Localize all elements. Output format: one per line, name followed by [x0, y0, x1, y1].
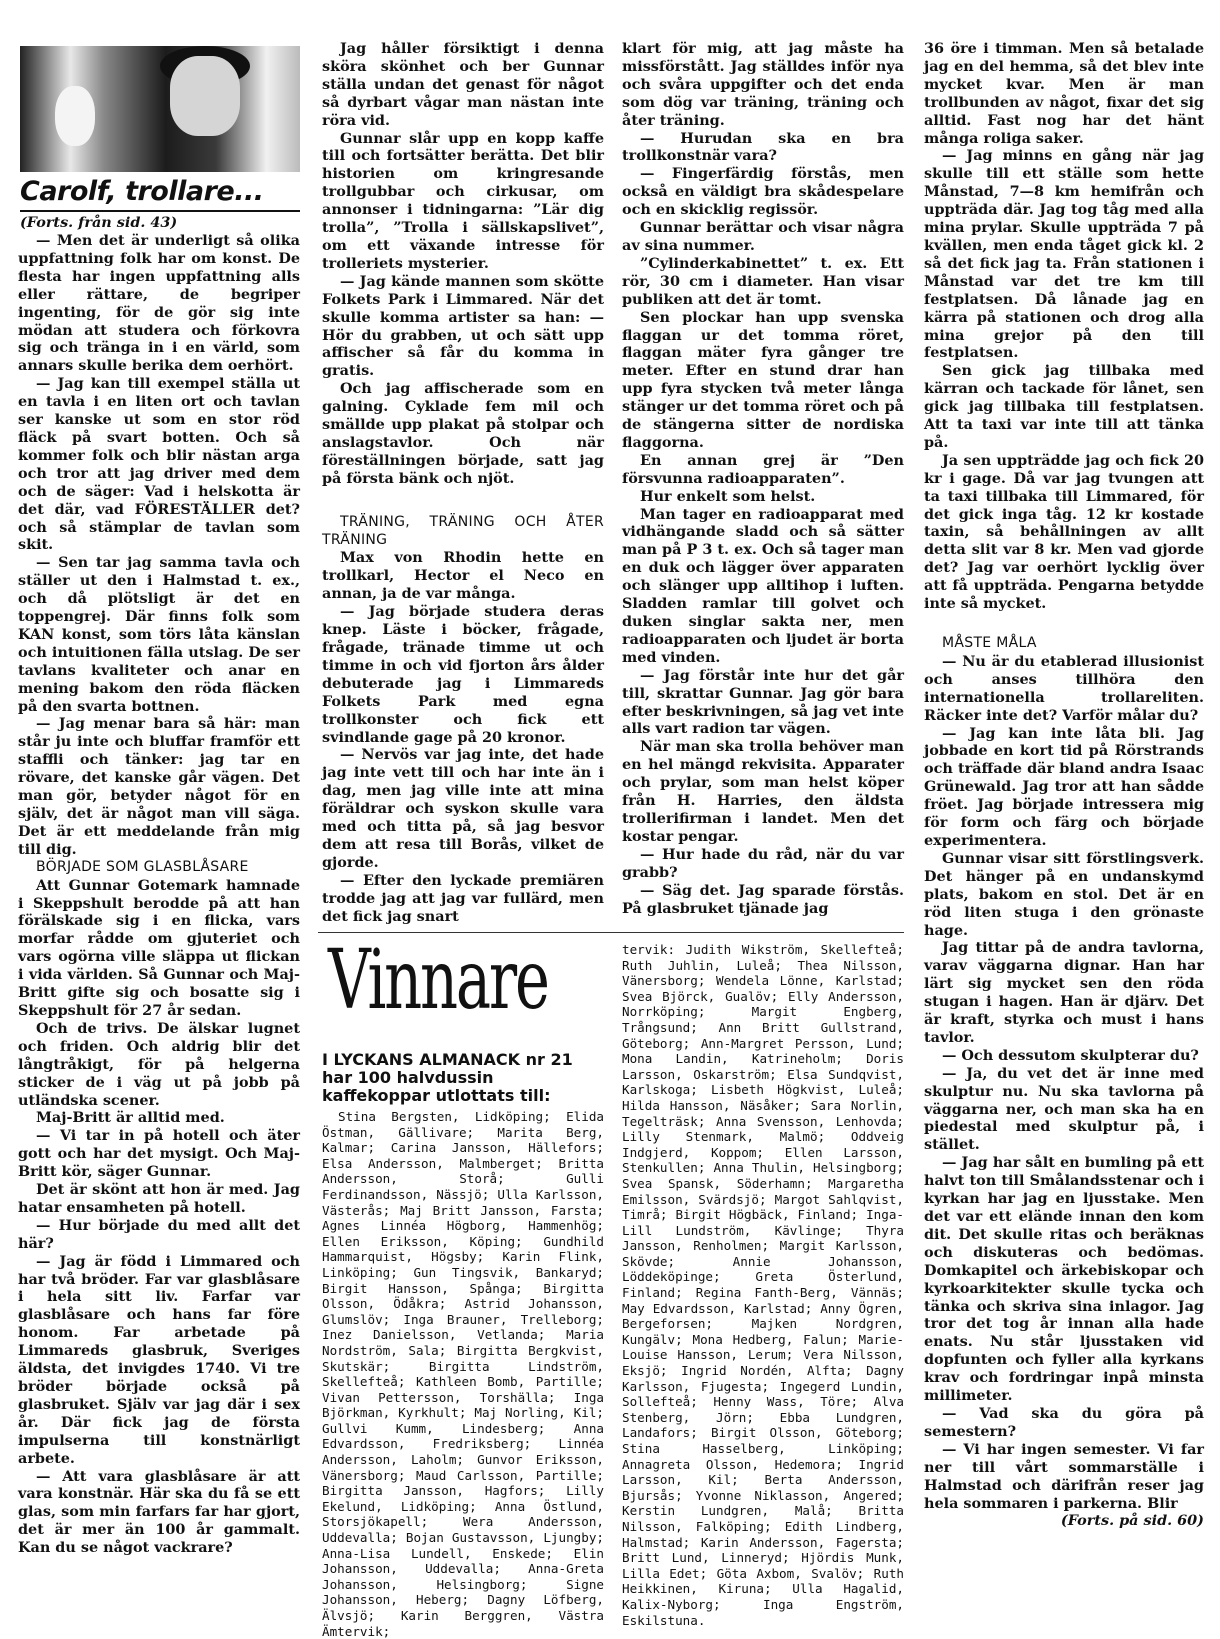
- paragraph: — Jag menar bara så här: man står ju inte och bluffar framför ett staffli och tänker: jag tar en rövare, det kanske går vägen. Det man gör, betyder något för en själv, det är något man vill säga. Det är ett meddelande från mig till dig.: [18, 715, 300, 858]
- paragraph: — Nu är du etablerad illusionist och anses tillhöra den internationella trollareliten. Räcker inte det? Varför målar du?: [924, 652, 1204, 724]
- paragraph: Gunnar slår upp en kopp kaffe till och fortsätter berätta. Det blir historien om kringresande trollgubbar och cirkusar, om annonser i tidningarna: ”Lär dig trolla”, ”Trolla i sällskapslivet”, om ett växande intresse för trolleriets mysterier.: [322, 129, 604, 272]
- winners-title: Vinnare: [328, 933, 548, 1028]
- paragraph: — Sen tar jag samma tavla och ställer ut den i Halmstad t. ex., och då plötsligt är det en toppengrej. Där finns folk som KAN konst, som törs låta känslan och intuitionen fälla utslag. De ser tavlans kvaliteter och anar en mening bakom den röda fläcken på den svarta bottnen.: [18, 554, 300, 715]
- paragraph: Jag håller försiktigt i denna sköra skönhet och ber Gunnar ställa undan det genast för något så dyrbart vågar man nästan inte röra vid.: [322, 40, 604, 129]
- paragraph: — Jag förstår inte hur det går till, skrattar Gunnar. Jag gör bara efter beskrivningen, så jag vet inte alls vart radion tar vägen.: [622, 666, 904, 738]
- article-column-4: [924, 40, 1204, 1530]
- winners-list-text: Stina Bergsten, Lidköping; Elida Östman, Gällivare; Marita Berg, Kalmar; Carina Jansson, Hällefors; Elsa Andersson, Malmberget; Britta Andersson, Storå; Gulli Ferdinandsson, Nässjö; Ulla Karlsson, Västerås; Maj Britt Jansson, Farsta; Agnes Linnéa Högborg, Hammenhög; Ellen Eriksson, Köping; Gundhild Hammarquist, Högsby; Karin Flink, Linköping; Gun Tingsvik, Bankaryd; Birgit Hansson, Spånga; Birgitta Olsson, Ödåkra; Astrid Johansson, Glumslöv; Inga Brauner, Trelleborg; Inez Danielsson, Vetlanda; Maria Nordström, Sala; Birgitta Bergkvist, Skutskär; Birgitta Lindström, Skellefteå; Kathleen Bomb, Partille; Vivan Pettersson, Torshälla; Inga Björkman, Kyrkhult; Maj Norling, Kil; Gullvi Kumm, Lindesberg; Anna Edvardsson, Fredriksberg; Linnéa Andersson, Laholm; Gunvor Eriksson, Vänersborg; Maud Carlsson, Partille; Birgitta Jansson, Hagfors; Lilly Ekelund, Lidköping; Anna Östlund, Storsjökapell; Wera Andersson, Uddevalla; Bojan Gustavsson, Ljungby; Anna-Lisa Lundell, Enskede; Elin Johansson, Uddevalla; Anna-Greta Johansson, Helsingborg; Signe Johansson, Heberg; Dagny Löfberg, Älvsjö; Karin Berggren, Västra Ämtervik;: [322, 1109, 604, 1639]
- paragraph: Maj-Britt är alltid med.: [36, 1109, 225, 1127]
- paragraph: — Fingerfärdig förstås, men också en väldigt bra skådespelare och en skicklig regissör.: [622, 165, 904, 219]
- paragraph: När man ska trolla behöver man en hel mängd rekvisita. Apparater och prylar, som man helst köper från H. Harries, den äldsta trollerifirman i landet. Men det kostar pengar.: [622, 738, 904, 845]
- paragraph: Och jag affischerade som en galning. Cyklade fem mil och smällde upp plakat på stolpar och anslagstavlor. Och när föreställningen började, satt jag på första bänk och njöt.: [322, 380, 604, 487]
- paragraph: Jag tittar på de andra tavlorna, varav väggarna dignar. Han har lärt sig mycket sen den röda stugan i hagen. Han är djärv. Det är kraft, styrka och must i hans tavlor.: [924, 939, 1204, 1046]
- paragraph: 36 öre i timman. Men så betalade jag en del hemma, så det blev inte mycket kvar. Men är man trollbunden av något, fixar det sig alltid. Fast nog har det hänt många roliga saker.: [924, 40, 1204, 147]
- winners-list-part-2: [622, 942, 904, 1628]
- photo-face-shape: [170, 56, 240, 136]
- article-photo: [20, 46, 300, 172]
- paragraph: — Jag kan inte låta bli. Jag jobbade en kort tid på Rörstrands och träffade där bland andra Isaac Grünewald. Jag tror att han sådde fröet. Jag började intressera mig för form och färg och började experimentera.: [924, 724, 1204, 849]
- paragraph: — Hur hade du råd, när du var grabb?: [622, 845, 904, 881]
- continued-from-note: (Forts. från sid. 43): [20, 214, 178, 231]
- paragraph: Ja sen uppträdde jag och fick 20 kr i gage. Då var jag tvungen att ta taxi tillbaka till Limmared, för det gick inga tåg. 12 kr kostade taxin, så behållningen av allt detta slit var 8 kr. Men vad gjorde det? Jag var oerhört lycklig över att få uppträda. Pengarna betydde inte så mycket.: [924, 451, 1204, 613]
- paragraph: — Vi tar in på hotell och äter gott och har det mysigt. Och Maj-Britt kör, säger Gunnar.: [18, 1127, 300, 1181]
- paragraph: Hur enkelt som helst.: [640, 487, 816, 505]
- paragraph: Att Gunnar Gotemark hamnade i Skeppshult berodde på att han förälskade sig i en flicka, vars morfar rådde om gjuteriet och vars ogörna ville släppa ut flickan i vida världen. Så Gunnar och Maj-Britt gifte sig och bosatte sig i Skeppshult för 27 år sedan.: [18, 876, 300, 1019]
- paragraph: — Ja, du vet det är inne med skulptur nu. Nu ska tavlorna på väggarna ner, och man ska ha en piedestal med skulptur på, i stället.: [924, 1064, 1204, 1154]
- paragraph: En annan grej är ”Den försvunna radioapparaten”.: [622, 451, 904, 487]
- paragraph: klart för mig, att jag måste ha missförstått. Jag ställdes inför nya och svåra uppgifter och det enda som dög var träning, träning och åter träning.: [622, 40, 904, 129]
- winners-header: I LYCKANS ALMANACK nr 21 har 100 halvdussin kaffekoppar utlottats till:: [322, 1050, 573, 1105]
- photo-hand-shape: [55, 86, 95, 146]
- winners-list-text: tervik: Judith Wikström, Skellefteå; Ruth Juhlin, Luleå; Thea Nilsson, Vänersborg; Wendela Lönne, Karlstad; Svea Björck, Gualöv; Elly Andersson, Norrköping; Margit Engberg, Trångsund; Ann Britt Gullstrand, Göteborg; Ann-Margret Persson, Lund; Mona Landin, Katrineholm; Doris Larsson, Oskarström; Elsa Sundqvist, Karlskoga; Lisbeth Högkvist, Luleå; Hilda Hansson, Näsåker; Sara Norlin, Tegelträsk; Anna Svensson, Lenhovda; Lilly Stenmark, Malmö; Oddveig Indgjerd, Koppom; Ellen Larsson, Stenkullen; Anna Thulin, Helsingborg; Svea Spansk, Söderhamn; Margaretha Emilsson, Svärdsjö; Margot Sahlqvist, Timrå; Birgit Högbäck, Finland; Inga-Lill Lundström, Kävlinge; Thyra Jansson, Renholmen; Margit Karlsson, Skövde; Annie Johansson, Löddeköpinge; Greta Österlund, Finland; Regina Fanth-Berg, Vännäs; May Edvardsson, Karlstad; Anny Ögren, Bergeforsen; Majken Nordgren, Kungälv; Mona Hedberg, Falun; Marie-Louise Hansson, Lerum; Vera Nilsson, Eksjö; Ingrid Nordén, Alfta; Dagny Karlsson, Fjugesta; Ingegerd Lundin, Sollefteå; Henny Wass, Töre; Alva Stenberg, Jörn; Ebba Lundgren, Landafors; Birgit Olsson, Göteborg; Stina Hasselberg, Linköping; Annagreta Olsson, Hedemora; Ingrid Larsson, Kil; Berta Andersson, Bjursås; Yvonne Niklasson, Angered; Kerstin Lundgren, Malå; Britta Nilsson, Falköping; Edith Lindberg, Halmstad; Karin Andersson, Fagersta; Britt Lund, Linneryd; Hjördis Munk, Lilla Edet; Göta Axbom, Svalöv; Ruth Heikkinen, Kiruna; Ulla Hagalid, Kalix-Nyborg; Inga Engström, Eskilstuna.: [622, 942, 904, 1628]
- headline-rule: [20, 210, 300, 212]
- paragraph: ”Cylinderkabinettet” t. ex. Ett rör, 30 cm i diameter. Han visar publiken att det är tomt.: [622, 254, 904, 308]
- subheading-traning: TRÄNING, TRÄNING OCH ÅTER TRÄNING: [322, 513, 604, 548]
- article-column-2: [322, 40, 604, 926]
- paragraph: Gunnar berättar och visar några av sina nummer.: [622, 219, 904, 254]
- paragraph: — Jag kände mannen som skötte Folkets Park i Limmared. När det skulle komma artister sa han: — Hör du grabben, ut och sätt upp affischer så får du komma in gratis.: [322, 272, 604, 380]
- paragraph: — Och dessutom skulpterar du?: [942, 1046, 1199, 1064]
- paragraph: Sen plockar han upp svenska flaggan ur det tomma röret, flaggan mäter fyra gånger tre meter. Efter en stund drar han upp fyra stycken två meter långa stänger ur det tomma röret och på de stängerna sitter de nordiska flaggorna.: [622, 308, 904, 451]
- article-headline: Carolf, trollare...: [20, 176, 264, 207]
- paragraph: — Nervös var jag inte, det hade jag inte vett till och har inte än i dag, men jag ville inte att mina föräldrar och syskon skulle vara med och titta på, så jag besvor dem att resa till Borås, vilket de gjorde.: [322, 746, 604, 871]
- article-column-1: [18, 232, 300, 1557]
- paragraph: — Säg det. Jag sparade förstås. På glasbruket tjänade jag: [622, 881, 904, 917]
- article-column-3: [622, 40, 904, 917]
- paragraph: — Efter den lyckade premiären trodde jag att jag var fullärd, men det fick jag snart: [322, 871, 604, 925]
- subheading-glasblasare: BÖRJADE SOM GLASBLÅSARE: [36, 858, 249, 875]
- paragraph: Man tager en radioapparat med vidhängande sladd och så sätter man på P 3 t. ex. Och så tager man en duk och lägger över apparaten och slänger upp alltihop i luften. Sladden ramlar till golvet och duken singlar sakta ner, men radioapparaten och ljudet är borta med vinden.: [622, 505, 904, 666]
- paragraph: — Hurudan ska en bra trollkonstnär vara?: [622, 129, 904, 165]
- paragraph: — Vi har ingen semester. Vi far ner till vårt sommarställe i Halmstad och därifrån reser jag hela sommaren i parkerna. Blir: [924, 1440, 1204, 1512]
- paragraph: — Jag började studera deras knep. Läste i böcker, frågade, frågade, tränade timme ut och timme in och vid fjorton års ålder debuterade jag i Limmareds Folkets Park med egna trollkonster och fick ett svindlande gage på 20 kronor.: [322, 603, 604, 746]
- paragraph: — Men det är underligt så olika uppfattning folk har om konst. De flesta har ingen uppfattning alls eller rättare, de begriper ingenting, för de gör sig inte mödan att studera och förkovra sig och tränga in i en värld, som annars skulle berika dem oerhört.: [18, 232, 300, 375]
- paragraph: Gunnar visar sitt förstlingsverk. Det hänger på en undanskymd plats, bakom en stol. Det är en röd liten stuga i den grönaste hage.: [924, 849, 1204, 939]
- paragraph: — Vad ska du göra på semestern?: [924, 1404, 1204, 1440]
- continued-on-note: (Forts. på sid. 60): [1060, 1512, 1204, 1530]
- paragraph: Sen gick jag tillbaka med kärran och tackade för lånet, sen gick jag tillbaka till festplatsen. Att ta taxi var inte till att tänka på.: [924, 362, 1204, 451]
- paragraph: Max von Rhodin hette en trollkarl, Hector el Neco en annan, ja de var många.: [322, 549, 604, 603]
- paragraph: — Att vara glasblåsare är att vara konstnär. Här ska du få se ett glas, som min farfars far har gjort, det är mer än 100 år gammalt. Kan du se något vackrare?: [18, 1467, 300, 1557]
- paragraph: — Jag kan till exempel ställa ut en tavla i en liten ort och tavlan ser kanske ut som en stor röd fläck på svart botten. Och så kommer folk och blir nästan arga och tror att jag driver med dem och de säger: Vad i helskotta är det där, vad FÖRESTÄLLER det? och så stämplar de tavlan som skit.: [18, 375, 300, 554]
- winners-list-part-1: [322, 1109, 604, 1639]
- paragraph: Det är skönt att hon är med. Jag hatar ensamheten på hotell.: [18, 1181, 300, 1216]
- paragraph: — Jag är född i Limmared och har två bröder. Far var glasblåsare i hela sitt liv. Farfar var glasblåsare och hans far före honom. Far arbetade på Limmareds glasbruk, Sveriges äldsta, det invigdes 1740. Vi tre bröder började också på glasbruket. Själv var jag där i sex år. Där fick jag de första impulserna till konstnärligt arbete.: [18, 1252, 300, 1467]
- paragraph: — Jag har sålt en bumling på ett halvt ton till Smålandsstenar och i kyrkan har jag en ljusstake. Men det var ett elände innan den kom dit. Det skulle ritas och beräknas och diskuteras och bedömas. Domkapitel och ärkebiskopar och kyrkoarkitekter skulle tycka och tänka och skriva sina inlagor. Jag tror det tog år innan alla hade enats. Nu står ljusstaken vid dopfunten och fyller alla kyrkans krav och fordringar inpå minsta millimeter.: [924, 1154, 1204, 1405]
- paragraph: Och de trivs. De älskar lugnet och friden. Och aldrig blir det långtråkigt, för på helgerna sticker de i väg ut på jobb på utländska scener.: [18, 1019, 300, 1109]
- subheading-maste-mala: MÅSTE MÅLA: [942, 635, 1037, 651]
- paragraph: — Jag minns en gång när jag skulle till ett ställe som hette Månstad, 7—8 km hemifrån och uppträda där. Jag tog tåg med alla mina prylar. Skulle uppträda 7 på kvällen, men enda tåget gick kl. 2 så det fick jag ta. Från stationen i Månstad var det tre km till festplatsen. Då lånade jag en kärra på stationen och drog alla mina grejor på den till festplatsen.: [924, 147, 1204, 362]
- paragraph: — Hur började du med allt det här?: [18, 1216, 300, 1252]
